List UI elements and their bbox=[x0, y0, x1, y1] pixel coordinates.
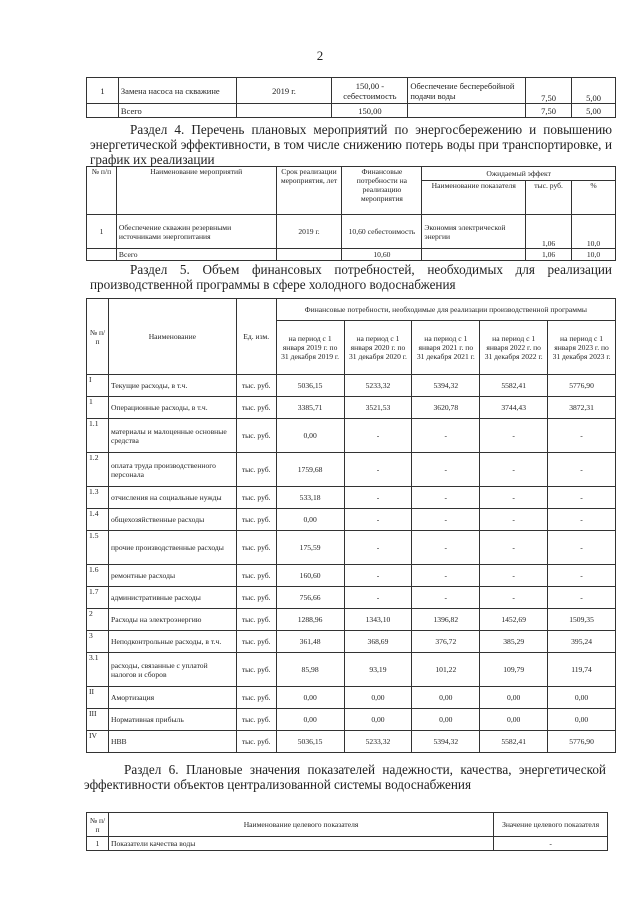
cell-value: 1288,96 bbox=[276, 609, 344, 631]
header-num: № п/п bbox=[87, 299, 109, 375]
cell-value: 0,00 bbox=[480, 709, 548, 731]
cell-unit: 1,06 bbox=[526, 249, 572, 261]
cell-num: 1 bbox=[87, 397, 109, 419]
cell-name: Обеспечение скважин резервными источниками энергопитания bbox=[116, 215, 276, 249]
cell-value: - bbox=[480, 531, 548, 565]
page-number: 2 bbox=[316, 48, 324, 63]
cell-unit: тыс. руб. bbox=[236, 531, 276, 565]
cell-num: 1.2 bbox=[87, 453, 109, 487]
cell-value: - bbox=[344, 509, 412, 531]
section5-title: Раздел 5. Объем финансовых потребностей, необходимых для реализации производственной программы в сфере холодного водоснабжения bbox=[90, 262, 612, 292]
cell-name: Нормативная прибыль bbox=[108, 709, 236, 731]
table-row bbox=[87, 509, 616, 531]
cell-value: 0,00 bbox=[276, 509, 344, 531]
header-term: Срок реализации мероприятия, лет bbox=[276, 167, 342, 215]
cell-num: 3.1 bbox=[87, 653, 109, 687]
cell-value: 3744,43 bbox=[480, 397, 548, 419]
section5-table bbox=[86, 298, 616, 753]
table-row bbox=[87, 375, 616, 397]
section6-title: Раздел 6. Плановые значения показателей надежности, качества, энергетической эффективности объектов централизованной системы водоснабжения bbox=[84, 762, 606, 792]
cell-name: НВВ bbox=[108, 731, 236, 753]
cell-value: - bbox=[412, 587, 480, 609]
cell-term: 2019 г. bbox=[276, 215, 342, 249]
cell-value: - bbox=[480, 587, 548, 609]
cell-name: расходы, связанные с уплатой налогов и сборов bbox=[108, 653, 236, 687]
cell-finance: 10,60 bbox=[342, 249, 422, 261]
table-row bbox=[87, 565, 616, 587]
cell-value: 1343,10 bbox=[344, 609, 412, 631]
section5-body bbox=[87, 375, 616, 753]
cell-indicator bbox=[408, 104, 526, 118]
cell-value: 5582,41 bbox=[480, 731, 548, 753]
cell-value: 385,29 bbox=[480, 631, 548, 653]
cell-value: 119,74 bbox=[548, 653, 616, 687]
cell-num: 1.6 bbox=[87, 565, 109, 587]
cell-num bbox=[87, 104, 119, 118]
cell-value: 5,00 bbox=[572, 104, 616, 118]
cell-value: 0,00 bbox=[412, 687, 480, 709]
cell-value: 175,59 bbox=[276, 531, 344, 565]
cell-value: 0,00 bbox=[344, 709, 412, 731]
cell-value: - bbox=[344, 419, 412, 453]
cell-name: Расходы на электроэнергию bbox=[108, 609, 236, 631]
header-effect: Ожидаемый эффект bbox=[422, 167, 616, 181]
cell-unit: тыс. руб. bbox=[236, 709, 276, 731]
cell-value: 93,19 bbox=[344, 653, 412, 687]
cell-num: 1 bbox=[87, 837, 109, 851]
table-row bbox=[87, 687, 616, 709]
table-row bbox=[87, 419, 616, 453]
cell-year: 2019 г. bbox=[236, 78, 332, 104]
cell-value: - bbox=[480, 419, 548, 453]
cell-value: - bbox=[548, 509, 616, 531]
header-period: на период с 1 января 2023 г. по 31 декабря 2023 г. bbox=[548, 321, 616, 375]
header-period: на период с 1 января 2022 г. по 31 декабря 2022 г. bbox=[480, 321, 548, 375]
header-num: № п/п bbox=[87, 813, 109, 837]
cell-value: 1452,69 bbox=[480, 609, 548, 631]
table-row bbox=[87, 487, 616, 509]
header-value: Значение целевого показателя bbox=[494, 813, 608, 837]
cell-value: 0,00 bbox=[276, 419, 344, 453]
cell-value: 376,72 bbox=[412, 631, 480, 653]
cell-value: - bbox=[344, 453, 412, 487]
cell-unit: тыс. руб. bbox=[236, 687, 276, 709]
cell-name: административные расходы bbox=[108, 587, 236, 609]
header-num: № п/п bbox=[87, 167, 117, 215]
cell-percent: 10,0 bbox=[572, 249, 616, 261]
header-name: Наименование целевого показателя bbox=[108, 813, 493, 837]
cell-value: 3521,53 bbox=[344, 397, 412, 419]
cell-num: I bbox=[87, 375, 109, 397]
cell-value: 5776,90 bbox=[548, 375, 616, 397]
cell-value: - bbox=[480, 453, 548, 487]
cell-name: Текущие расходы, в т.ч. bbox=[108, 375, 236, 397]
cell-value: - bbox=[494, 837, 608, 851]
cell-num: 1 bbox=[87, 78, 119, 104]
cell-value: 756,66 bbox=[276, 587, 344, 609]
cell-indicator: Экономия электрической энергии bbox=[422, 215, 526, 249]
cell-unit: тыс. руб. bbox=[236, 731, 276, 753]
table-row bbox=[87, 215, 616, 249]
cell-value: 0,00 bbox=[276, 709, 344, 731]
cell-value: 5233,32 bbox=[344, 731, 412, 753]
table-row bbox=[87, 453, 616, 487]
header-period: на период с 1 января 2021 г. по 31 декабря 2021 г. bbox=[412, 321, 480, 375]
cell-num: 1.4 bbox=[87, 509, 109, 531]
cell-value: 0,00 bbox=[344, 687, 412, 709]
header-unit: тыс. руб. bbox=[526, 181, 572, 215]
cell-value: - bbox=[548, 487, 616, 509]
table-row bbox=[87, 631, 616, 653]
cell-value: - bbox=[412, 419, 480, 453]
cell-name: Показатели качества воды bbox=[108, 837, 493, 851]
cell-value: - bbox=[412, 531, 480, 565]
cell-name: ремонтные расходы bbox=[108, 565, 236, 587]
cell-finance: 10,60 себестоимость bbox=[342, 215, 422, 249]
cell-value: - bbox=[344, 487, 412, 509]
cell-unit: тыс. руб. bbox=[236, 565, 276, 587]
header-finance: Финансовые потребности на реализацию мероприятия bbox=[342, 167, 422, 215]
cell-value: 0,00 bbox=[548, 687, 616, 709]
cell-unit: тыс. руб. bbox=[236, 487, 276, 509]
cell-year bbox=[236, 104, 332, 118]
cell-unit: тыс. руб. bbox=[236, 375, 276, 397]
cell-value: 3620,78 bbox=[412, 397, 480, 419]
cell-value: 361,48 bbox=[276, 631, 344, 653]
cell-value: - bbox=[412, 509, 480, 531]
cell-value: 160,60 bbox=[276, 565, 344, 587]
cell-value: 3872,31 bbox=[548, 397, 616, 419]
cell-value: 368,69 bbox=[344, 631, 412, 653]
cell-num: 1.3 bbox=[87, 487, 109, 509]
cell-value: 101,22 bbox=[412, 653, 480, 687]
table-row bbox=[87, 531, 616, 565]
header-period: на период с 1 января 2020 г. по 31 декабря 2020 г. bbox=[344, 321, 412, 375]
cell-term bbox=[276, 249, 342, 261]
section4-title: Раздел 4. Перечень плановых мероприятий по энергосбережению и повышению энергетической эффективности, в том числе снижению потерь воды при транспортировке, и график их реализации bbox=[90, 122, 612, 167]
cell-name: оплата труда производственного персонала bbox=[108, 453, 236, 487]
cell-num: 1.7 bbox=[87, 587, 109, 609]
cell-num: 2 bbox=[87, 609, 109, 631]
cell-value: - bbox=[548, 531, 616, 565]
cell-value: - bbox=[412, 565, 480, 587]
cell-value: 5394,32 bbox=[412, 731, 480, 753]
cell-value: 5233,32 bbox=[344, 375, 412, 397]
cell-value: - bbox=[548, 453, 616, 487]
cell-value: 0,00 bbox=[548, 709, 616, 731]
cell-unit: тыс. руб. bbox=[236, 631, 276, 653]
table-row bbox=[87, 587, 616, 609]
cell-unit: тыс. руб. bbox=[236, 609, 276, 631]
cell-value: 0,00 bbox=[480, 687, 548, 709]
cell-value: - bbox=[548, 419, 616, 453]
cell-cost: 150,00 bbox=[332, 104, 408, 118]
cell-unit: тыс. руб. bbox=[236, 419, 276, 453]
cell-value: 5582,41 bbox=[480, 375, 548, 397]
cell-value: - bbox=[344, 531, 412, 565]
cell-name: прочие производственные расходы bbox=[108, 531, 236, 565]
table-row bbox=[87, 104, 616, 118]
header-name: Наименование мероприятий bbox=[116, 167, 276, 215]
header-indicator: Наименование показателя bbox=[422, 181, 526, 215]
cell-value: - bbox=[344, 587, 412, 609]
cell-name: Всего bbox=[116, 249, 276, 261]
header-period: на период с 1 января 2019 г. по 31 декабря 2019 г. bbox=[276, 321, 344, 375]
cell-value: 1509,35 bbox=[548, 609, 616, 631]
cell-value: 5776,90 bbox=[548, 731, 616, 753]
cell-value: 3385,71 bbox=[276, 397, 344, 419]
cell-name: Амортизация bbox=[108, 687, 236, 709]
cell-num: III bbox=[87, 709, 109, 731]
cell-value: 395,24 bbox=[548, 631, 616, 653]
table-row bbox=[87, 397, 616, 419]
cell-value: 5036,15 bbox=[276, 731, 344, 753]
cell-unit: тыс. руб. bbox=[236, 453, 276, 487]
top-table bbox=[86, 77, 616, 118]
cell-value: - bbox=[548, 587, 616, 609]
cell-name: материалы и малоценные основные средства bbox=[108, 419, 236, 453]
cell-num: 1.1 bbox=[87, 419, 109, 453]
cell-name: отчисления на социальные нужды bbox=[108, 487, 236, 509]
cell-value: 7,50 bbox=[526, 104, 572, 118]
cell-num: 1 bbox=[87, 215, 117, 249]
cell-value: - bbox=[344, 565, 412, 587]
header-group: Финансовые потребности, необходимые для реализации производственной программы bbox=[276, 299, 615, 321]
cell-name: Всего bbox=[118, 104, 236, 118]
cell-unit: тыс. руб. bbox=[236, 653, 276, 687]
cell-value: 7,50 bbox=[526, 78, 572, 104]
cell-value: 0,00 bbox=[412, 709, 480, 731]
cell-num: 3 bbox=[87, 631, 109, 653]
table-row bbox=[87, 653, 616, 687]
cell-percent: 10,0 bbox=[572, 215, 616, 249]
section4-table bbox=[86, 166, 616, 261]
cell-value: 109,79 bbox=[480, 653, 548, 687]
cell-num: IV bbox=[87, 731, 109, 753]
cell-value: - bbox=[548, 565, 616, 587]
table-row bbox=[87, 837, 608, 851]
cell-value: - bbox=[480, 487, 548, 509]
cell-num bbox=[87, 249, 117, 261]
cell-value: 0,00 bbox=[276, 687, 344, 709]
cell-value: - bbox=[480, 509, 548, 531]
cell-unit: 1,06 bbox=[526, 215, 572, 249]
cell-unit: тыс. руб. bbox=[236, 509, 276, 531]
cell-value: - bbox=[412, 487, 480, 509]
header-percent: % bbox=[572, 181, 616, 215]
cell-value: - bbox=[480, 565, 548, 587]
table-row bbox=[87, 609, 616, 631]
cell-unit: тыс. руб. bbox=[236, 587, 276, 609]
table-row bbox=[87, 709, 616, 731]
cell-value: 5036,15 bbox=[276, 375, 344, 397]
cell-indicator: Обеспечение бесперебойной подачи воды bbox=[408, 78, 526, 104]
cell-name: Операционные расходы, в т.ч. bbox=[108, 397, 236, 419]
cell-value: 5,00 bbox=[572, 78, 616, 104]
cell-name: Неподконтрольные расходы, в т.ч. bbox=[108, 631, 236, 653]
cell-cost: 150,00 - себестоимость bbox=[332, 78, 408, 104]
section6-table bbox=[86, 812, 608, 851]
cell-indicator bbox=[422, 249, 526, 261]
cell-num: II bbox=[87, 687, 109, 709]
cell-value: 1396,82 bbox=[412, 609, 480, 631]
cell-unit: тыс. руб. bbox=[236, 397, 276, 419]
header-unit: Ед. изм. bbox=[236, 299, 276, 375]
cell-value: 85,98 bbox=[276, 653, 344, 687]
header-name: Наименование bbox=[108, 299, 236, 375]
cell-num: 1.5 bbox=[87, 531, 109, 565]
cell-value: - bbox=[412, 453, 480, 487]
table-row bbox=[87, 78, 616, 104]
table-row bbox=[87, 249, 616, 261]
cell-value: 533,18 bbox=[276, 487, 344, 509]
cell-value: 1759,68 bbox=[276, 453, 344, 487]
cell-name: общехозяйственные расходы bbox=[108, 509, 236, 531]
table-row bbox=[87, 731, 616, 753]
cell-value: 5394,32 bbox=[412, 375, 480, 397]
cell-name: Замена насоса на скважине bbox=[118, 78, 236, 104]
